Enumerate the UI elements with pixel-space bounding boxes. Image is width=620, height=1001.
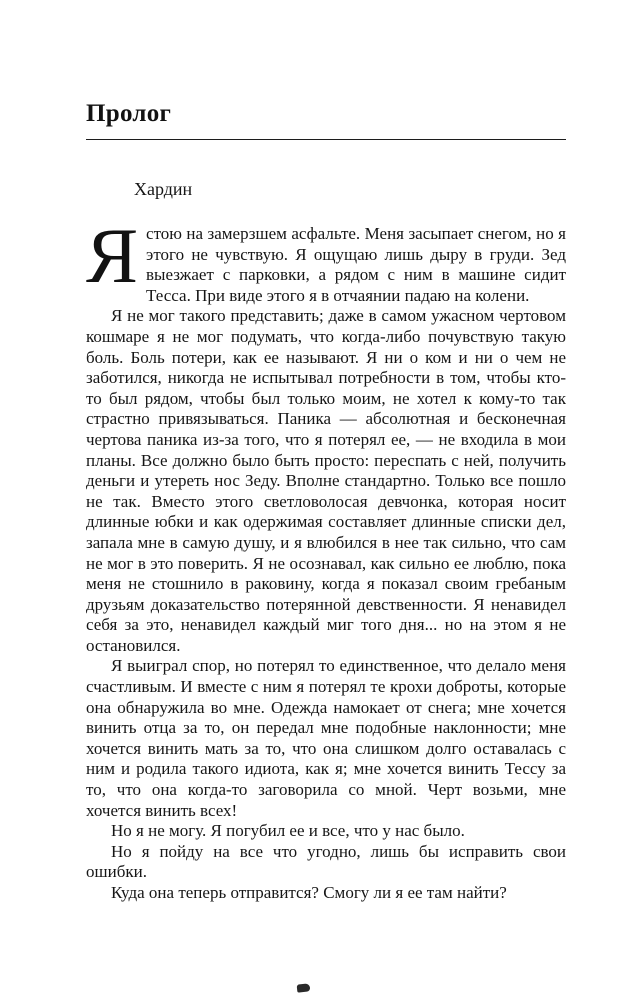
section-heading: Хардин (134, 179, 193, 199)
title-rule (86, 139, 566, 140)
chapter-title: Пролог (86, 100, 172, 127)
first-paragraph-text: стою на замерзшем асфальте. Меня засыпает снегом, но я этого не чувствую. Я ощущаю лишь дыру в груди. Зед выезжает с парковки, а рядом с ним в машине сидит Тесса. При виде этого я в отчаянии падаю на колени. (146, 224, 566, 305)
page-bottom-mark (297, 983, 311, 992)
paragraph: Я не мог такого представить; даже в самом ужасном чертовом кошмаре я не мог подумать, что когда-либо почувствую такую боль. Боль потери, как ее называют. Я ни о ком и ни о чем не заботился, никогда не испытывал потребности в том, чтобы кто-то был рядом, чтобы был только моим, не хотел к кому-то так страстно привязываться. Паника — абсолютная и бесконечная чертова паника из-за того, что я потерял ее, — не входила в мои планы. Все должно было быть просто: переспать с ней, получить деньги и утереть нос Зеду. Вполне стандартно. Только все пошло не так. Вместо этого светловолосая девчонка, которая носит длинные юбки и как одержимая составляет длинные списки дел, запала мне в самую душу, и я влюбился в нее так сильно, что сам не мог в это поверить. Я не осознавал, как сильно ее люблю, пока меня не стошнило в раковину, когда я показал своим гребаным друзьям доказательство потерянной девственности. Я ненавидел себя за это, ненавидел каждый миг того дня... но на этом я не остановился. (86, 306, 566, 655)
paragraph: Я выиграл спор, но потерял то единственное, что делало меня счастливым. И вместе с ним я потерял те крохи доброты, которые она обнаружила во мне. Одежда намокает от снега; мне хочется винить отца за то, он передал мне подобные наклонности; мне хочется винить мать за то, что она слишком долго оставалась с ним и родила такого идиота, как я; мне хочется винить Тессу за то, что она когда-то заговорила со мной. Черт возьми, мне хочется винить всех! (86, 656, 566, 820)
paragraphs-container (86, 306, 566, 903)
body-text (86, 212, 566, 904)
paragraph: Но я пойду на все что угодно, лишь бы исправить свои ошибки. (86, 841, 566, 882)
paragraph: Но я не могу. Я погубил ее и все, что у нас было. (111, 821, 465, 841)
paragraph: Куда она теперь отправится? Смогу ли я ее там найти? (111, 883, 507, 902)
first-paragraph (86, 212, 566, 306)
book-page (86, 100, 566, 904)
drop-cap: Я (86, 212, 139, 299)
